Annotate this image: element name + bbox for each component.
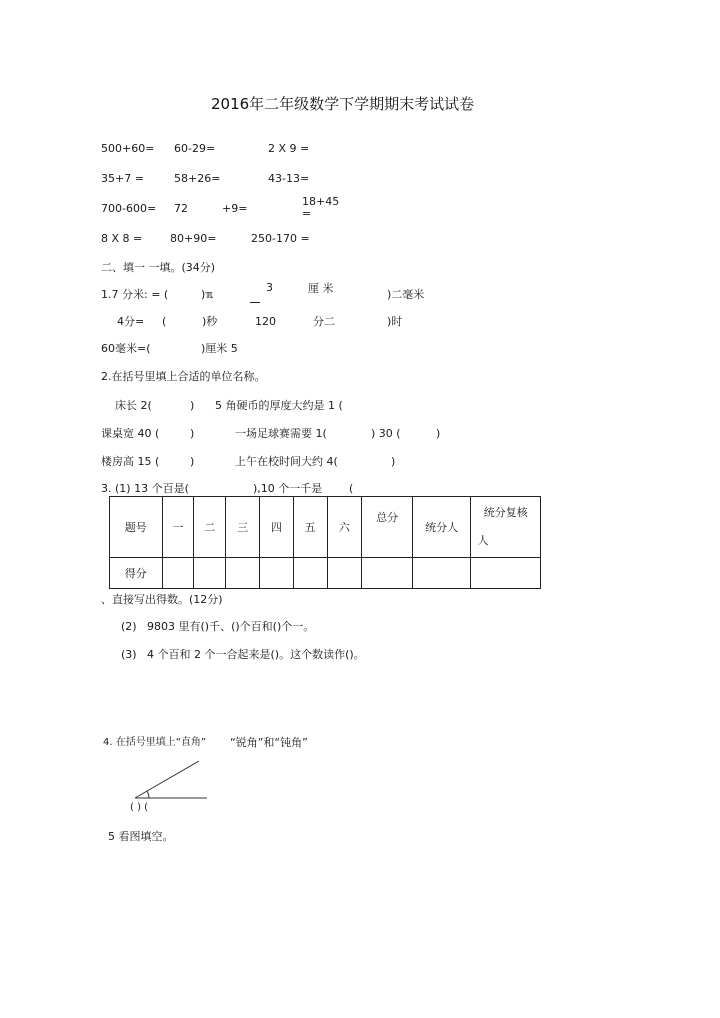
q-number: (3) <box>121 648 137 661</box>
q1-text: 厘 米 <box>308 282 334 295</box>
q2-item: ) <box>190 399 195 412</box>
table-cell[interactable] <box>412 558 471 589</box>
calc-item: 80+90= <box>170 232 217 245</box>
q1-text: 4分= <box>117 315 145 328</box>
table-cell[interactable] <box>362 558 413 589</box>
q2-item: ) <box>436 427 441 440</box>
fraction-bar <box>250 302 260 303</box>
table-cell[interactable] <box>259 558 293 589</box>
q2-item: 一场足球赛需要 1( <box>235 427 327 440</box>
q2-item: 5 角硬币的厚度大约是 1 ( <box>215 399 343 412</box>
q4-text: “锐角”和“钝角” <box>230 736 308 749</box>
q2-item: 上午在校时间大约 4( <box>235 455 338 468</box>
q1-text: 60毫米=( <box>101 342 151 355</box>
score-table <box>109 496 541 589</box>
calc-item: 72 <box>174 202 188 215</box>
angle-ray-upper <box>135 761 199 798</box>
q-text: 9803 里有()千、()个百和()个一。 <box>147 620 315 633</box>
section-heading: 、直接写出得数。(12分) <box>101 593 223 606</box>
q2-item: ) <box>190 427 195 440</box>
table-cell: 统分人 <box>412 497 471 558</box>
page-title: 2016年二年级数学下学期期末考试试卷 <box>211 95 475 113</box>
q2-item: 床长 2( <box>115 399 152 412</box>
table-cell: 总分 <box>362 497 413 558</box>
calc-item: = <box>302 207 312 220</box>
q1-text: )二毫米 <box>387 288 425 301</box>
table-cell: 三 <box>226 497 260 558</box>
q2-item: ) 30 ( <box>371 427 401 440</box>
table-cell-line: 统分复核 <box>483 506 528 519</box>
q1-text: )秒 <box>202 315 218 328</box>
q3-text: ),10 个一千是 <box>253 482 323 495</box>
table-cell: 题号 <box>110 497 163 558</box>
q1-text: 120 <box>255 315 276 328</box>
calc-item: 58+26= <box>174 172 221 185</box>
q2-item: ) <box>190 455 195 468</box>
table-cell: 二 <box>194 497 226 558</box>
q3-text: 3. (1) 13 个百是( <box>101 482 189 495</box>
calc-item: 500+60= <box>101 142 155 155</box>
section-heading: 二、填一 一填。(34分) <box>101 261 216 274</box>
calc-item: 8 X 8 = <box>101 232 143 245</box>
table-cell: 得分 <box>110 558 163 589</box>
q-number: (2) <box>121 620 137 633</box>
table-cell[interactable] <box>293 558 327 589</box>
table-cell[interactable] <box>471 558 541 589</box>
q1-text: )厘米 5 <box>201 342 238 355</box>
calc-item: 18+45 <box>302 195 340 208</box>
q1-text: 分二 <box>313 315 335 328</box>
calc-item: +9= <box>222 202 248 215</box>
table-cell[interactable] <box>226 558 260 589</box>
table-cell: 六 <box>327 497 362 558</box>
angle-arc <box>147 791 149 798</box>
calc-item: 250-170 = <box>251 232 310 245</box>
q4-blanks: ( ) ( <box>130 802 149 813</box>
q5-text: 5 看图填空。 <box>108 830 174 843</box>
q2-item: ) <box>391 455 396 468</box>
q4-text: 4. 在括号里填上“直角” <box>103 737 207 748</box>
q1-fraction-num: 3 <box>266 281 273 294</box>
q1-text: 1.7 分米: = ( <box>101 288 169 301</box>
q1-text: )时 <box>387 315 403 328</box>
q3-text: ( <box>349 482 354 495</box>
q-text: 4 个百和 2 个一合起来是()。这个数读作()。 <box>147 648 365 661</box>
table-cell-line: 人 <box>477 534 489 547</box>
table-cell[interactable] <box>327 558 362 589</box>
q2-text: 2.在括号里填上合适的单位名称。 <box>101 370 266 383</box>
table-cell: 五 <box>293 497 327 558</box>
table-cell[interactable] <box>162 558 194 589</box>
calc-item: 43-13= <box>268 172 310 185</box>
table-cell: 四 <box>259 497 293 558</box>
q1-text: )ℼ <box>201 288 214 301</box>
table-cell[interactable] <box>194 558 226 589</box>
calc-item: 60-29= <box>174 142 216 155</box>
q1-text: ( <box>162 315 167 328</box>
table-cell-review <box>471 497 541 558</box>
q2-item: 课桌宽 40 ( <box>101 427 160 440</box>
calc-item: 35+7 = <box>101 172 144 185</box>
calc-item: 700-600= <box>101 202 157 215</box>
angle-figure <box>125 756 215 806</box>
calc-item: 2 X 9 = <box>268 142 310 155</box>
table-cell: 一 <box>162 497 194 558</box>
q2-item: 楼房高 15 ( <box>101 455 160 468</box>
